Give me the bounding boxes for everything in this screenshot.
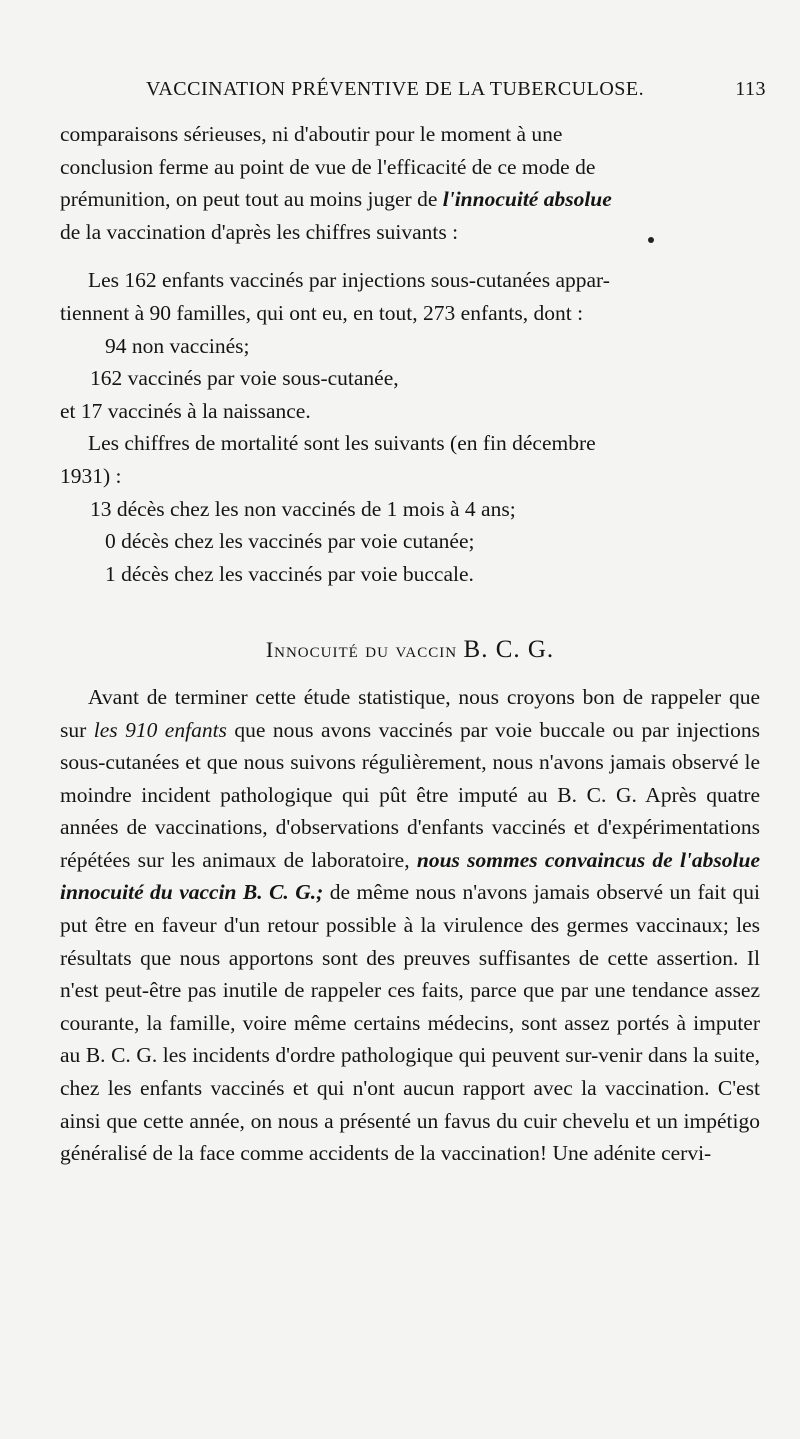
paragraph-mortality — [60, 427, 760, 492]
text-fragment: que nous avons vaccinés par voie buccale ou par injections sous-cutanées et que nous suivons régulièrement, nous n'avons jamais observé le moindre incident pathologique qui pût être imputé au B. C. G. Après quatre années de vaccinations, d'observations d'enfants vaccinés et d'expérimentations répétées sur les animaux de laboratoire, — [60, 717, 761, 872]
running-header — [146, 78, 766, 101]
list-item: 162 vaccinés par voie sous-cutanée, — [90, 366, 399, 391]
list-item: 1 décès chez les vaccinés par voie buccale. — [105, 561, 474, 586]
text-line: de la vaccination d'après les chiffres suivants : — [60, 219, 459, 244]
text-line: tiennent à 90 familles, qui ont eu, en tout, 273 enfants, dont : — [60, 300, 584, 325]
paragraph-families — [60, 264, 760, 329]
emphasis: les 910 enfants — [93, 717, 227, 742]
text-line: Les chiffres de mortalité sont les suivants (en fin décembre — [88, 431, 596, 456]
page-number: 113 — [735, 78, 766, 100]
section-heading-text: Innocuité du vaccin — [265, 637, 458, 663]
list-item: 0 décès chez les vaccinés par voie cutanée; — [105, 529, 475, 554]
intro-paragraph — [60, 118, 760, 248]
running-title: VACCINATION PRÉVENTIVE DE LA TUBERCULOSE. — [146, 78, 645, 100]
text-line: comparaisons sérieuses, ni d'aboutir pour le moment à une — [60, 122, 563, 146]
section-heading-bcg: B. C. G. — [463, 636, 555, 664]
text-fragment: de même nous n'avons jamais observé un fait qui put être en faveur d'un retour possible à la virulence des germes vaccinaux; les résultats que nous apportons sont des preuves suffisantes de cette assertion. Il n'est peut-être pas inutile de rappeler ces faits, parce que par une tendance assez courante, la famille, voire même certains médecins, sont assez portés à imputer au B. C. G. les incidents d'ordre pathologique qui peuvent sur-venir dans la suite, chez les enfants vaccinés et qui n'ont aucun rapport avec la vaccination. C'est ainsi que cette année, on nous a présenté un favus du cuir chevelu et un impétigo généralisé de la face comme accidents de la vaccination! Une adénite cervi- — [60, 880, 761, 1166]
list-item: 94 non vaccinés; — [105, 333, 250, 358]
emphasis: l'innocuité absolue — [442, 187, 612, 212]
text-line: Les 162 enfants vaccinés par injections sous-cutanées appar- — [88, 268, 610, 293]
page-body — [60, 118, 760, 1170]
paragraph-innocuity — [60, 681, 760, 1170]
children-list — [60, 330, 760, 428]
text-line: 1931) : — [60, 463, 122, 488]
spacer — [60, 248, 760, 264]
list-item: 13 décès chez les non vaccinés de 1 mois à 4 ans; — [90, 496, 516, 521]
emphasis: nous sommes convaincus de l'absolue innocuité du vaccin B. C. G.; — [60, 847, 760, 905]
text-fragment: Avant de terminer cette étude statistique, nous croyons bon de rappeler que sur — [60, 684, 760, 742]
section-heading — [60, 634, 760, 667]
text-line: conclusion ferme au point de vue de l'efficacité de ce mode de — [60, 154, 596, 179]
deaths-list — [60, 493, 760, 591]
text-line — [60, 183, 760, 216]
list-item: et 17 vaccinés à la naissance. — [60, 398, 311, 423]
text-fragment: prémunition, on peut tout au moins juger de — [60, 187, 438, 212]
